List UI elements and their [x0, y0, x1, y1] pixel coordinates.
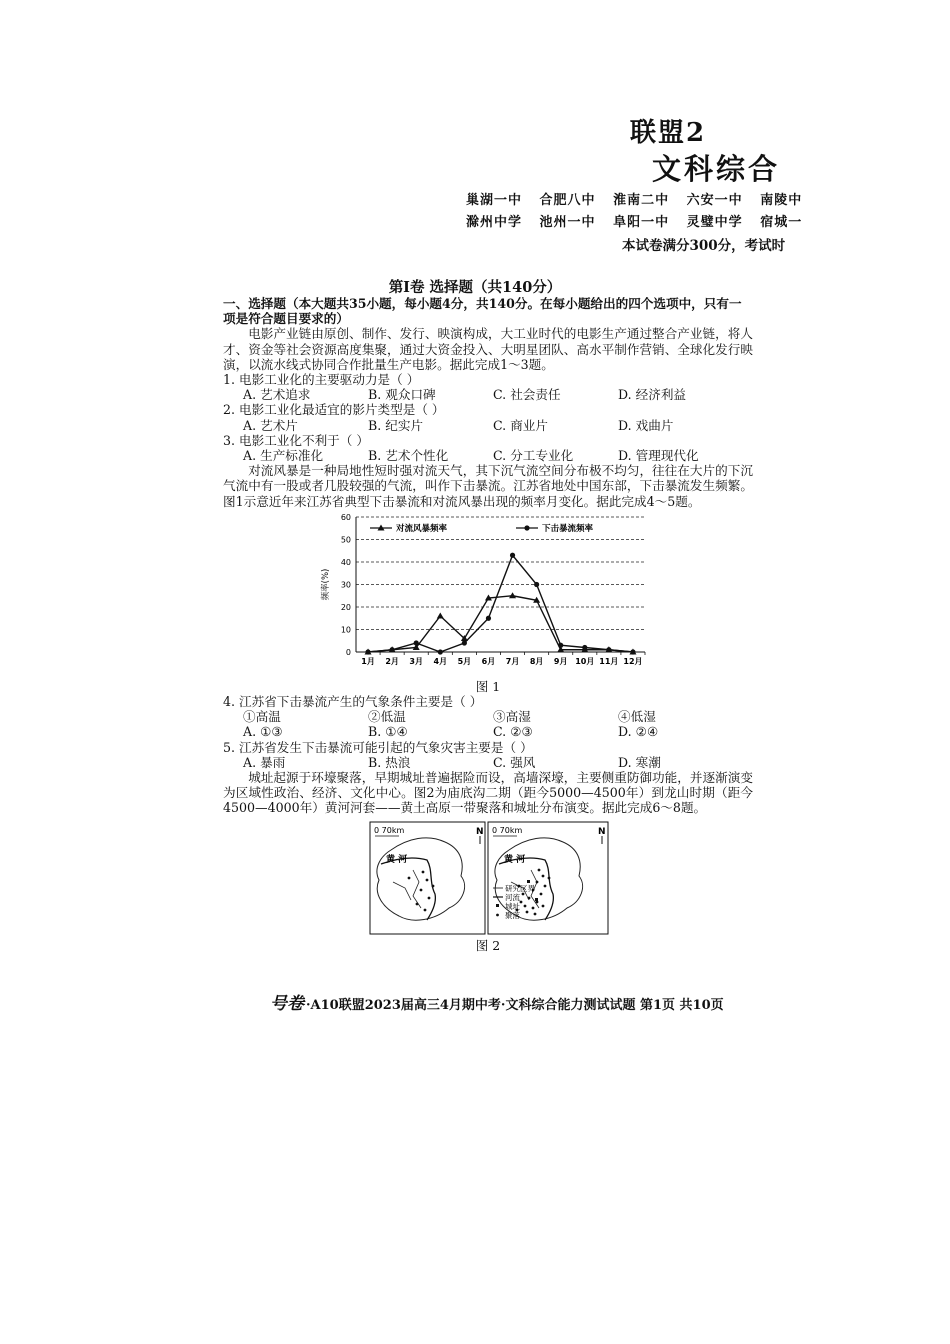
data-point — [534, 582, 539, 587]
map-scale-label: 0 70km — [492, 825, 523, 835]
option-a: A. 艺术追求 — [243, 387, 311, 403]
x-tick-label: 1月 — [361, 656, 375, 666]
option-b: B. 热浪 — [368, 754, 411, 770]
north-arrow-icon: N — [476, 826, 484, 837]
option-c: C. 强风 — [493, 754, 536, 770]
data-point — [462, 640, 467, 645]
y-tick-label: 60 — [340, 512, 351, 522]
question-3-stem: 3. 电影工业化不利于（ ） — [223, 432, 369, 448]
legend-study-boundary: 研究区界 — [505, 883, 535, 893]
option-c: C. 商业片 — [493, 417, 548, 433]
option-a: A. 生产标准化 — [243, 448, 324, 464]
data-point — [365, 649, 370, 654]
data-point — [558, 642, 563, 647]
exam-title: 文科综合 — [652, 152, 781, 186]
option-d: D. 寒潮 — [618, 754, 661, 770]
school-name: 淮南二中 — [613, 193, 670, 208]
question-1-stem: 1. 电影工业化的主要驱动力是（ ） — [223, 372, 420, 388]
x-tick-label: 6月 — [481, 656, 496, 666]
option-b: B. 艺术个性化 — [368, 448, 449, 464]
condition-4: ④低湿 — [618, 709, 656, 725]
school-name: 六安一中 — [686, 193, 743, 208]
x-tick-label: 9月 — [553, 656, 568, 666]
school-name: 阜阳一中 — [613, 215, 670, 230]
option-b: B. ①④ — [368, 724, 408, 740]
option-b: B. 纪实片 — [368, 417, 424, 433]
school-name: 灵璧中学 — [686, 215, 743, 230]
school-name: 巢湖一中 — [466, 193, 523, 208]
y-tick-label: 0 — [345, 647, 351, 657]
legend-city-site: 城址 — [505, 901, 520, 911]
legend-label: 下击暴流频率 — [542, 523, 594, 534]
option-d: D. ②④ — [618, 724, 659, 740]
data-point — [582, 645, 587, 650]
x-tick-label: 4月 — [433, 656, 448, 666]
section-instruction: 一、选择题（本大题共35小题，每小题4分，共140分。在每小题给出的四个选项中，只有一项是符合题目要求的） — [223, 296, 742, 327]
school-name: 合肥八中 — [539, 193, 596, 208]
section-title: 第Ⅰ卷 选择题（共140分） — [388, 279, 562, 296]
y-tick-label: 40 — [340, 557, 351, 567]
series-line-1 — [368, 596, 633, 652]
figure-2-caption: 图 2 — [475, 937, 501, 953]
question-3-options — [223, 448, 753, 463]
exam-union-title-fragment: 联盟2 — [630, 118, 707, 148]
passage-city-sites: 城址起源于环壕聚落，早期城址普遍据险而设，高墙深壕，主要侧重防御功能，并逐渐演变为区域性政治、经济、文化中心。图2为庙底沟二期（距今5000—4500年）到龙山时期（距今4500—4000年）黄河河套——黄土高原一带聚落和城址分布演变。据此完成6～8题。 — [223, 770, 753, 816]
question-4-conditions — [223, 709, 753, 724]
data-point — [606, 647, 611, 652]
settlement-distribution-maps — [223, 820, 753, 938]
option-d: D. 管理现代化 — [618, 448, 699, 464]
question-2-stem: 2. 电影工业化最适宜的影片类型是（ ） — [223, 402, 445, 418]
x-tick-label: 8月 — [529, 656, 544, 666]
brand-logo: 号卷 — [270, 994, 304, 1014]
question-4-stem: 4. 江苏省下击暴流产生的气象条件主要是（ ） — [223, 694, 483, 710]
frequency-line-chart — [223, 509, 753, 679]
map-miaodigou-period — [370, 822, 485, 934]
option-d: D. 经济利益 — [618, 387, 687, 403]
figure-1-caption: 图 1 — [475, 678, 501, 694]
passage-film-industry: 电影产业链由原创、制作、发行、映演构成，大工业时代的电影生产通过整合产业链，将人才、资金等社会资源高度集聚，通过大资金投入、大明星团队、高水平制作营销、全球化发行映演，以流水线式协同合作批量生产电影。据此完成1～3题。 — [223, 326, 753, 372]
x-tick-label: 3月 — [409, 656, 423, 666]
x-tick-label: 11月 — [599, 656, 619, 666]
y-axis-label: 频率(%) — [321, 568, 331, 601]
river-label: 黄 河 — [386, 854, 408, 865]
option-c: C. 分工专业化 — [493, 448, 574, 464]
schools-row-2 — [466, 211, 814, 230]
option-d: D. 戏曲片 — [618, 417, 674, 433]
option-a: A. ①③ — [243, 724, 283, 740]
data-point — [510, 552, 515, 557]
legend-circle-marker — [524, 525, 529, 530]
figure-1 — [223, 509, 753, 679]
question-5-stem: 5. 江苏省发生下击暴流可能引起的气象灾害主要是（ ） — [223, 739, 533, 755]
school-name: 滁州中学 — [466, 215, 523, 230]
legend-label: 对流风暴频率 — [396, 523, 448, 534]
north-arrow-icon: N — [598, 826, 606, 837]
question-content — [223, 296, 753, 953]
footer-text: ·A10联盟2023届高三4月期中考·文科综合能力测试试题 第1页 共10页 — [306, 998, 724, 1013]
y-tick-label: 20 — [340, 602, 351, 612]
legend-settlement: 聚落 — [505, 910, 520, 920]
river-label: 黄 河 — [504, 854, 526, 865]
school-name: 池州一中 — [539, 215, 596, 230]
series-line-2 — [368, 555, 633, 652]
data-point — [438, 649, 443, 654]
school-name: 宿城一 — [760, 215, 803, 230]
passage-downburst: 对流风暴是一种局地性短时强对流天气，其下沉气流空间分布极不均匀，往往在大片的下沉气流中有一股或者几股较强的气流，叫作下击暴流。江苏省地处中国东部，下击暴流发生频繁。图1示意近年来江苏省典型下击暴流和对流风暴出现的频率月变化。据此完成4～5题。 — [223, 463, 753, 509]
data-point — [630, 649, 635, 654]
option-c: C. 社会责任 — [493, 387, 561, 403]
question-2-options — [223, 418, 753, 433]
x-tick-label: 5月 — [457, 656, 472, 666]
option-a: A. 艺术片 — [243, 417, 298, 433]
x-tick-label: 7月 — [505, 656, 520, 666]
score-note: 本试卷满分300分，考试时 — [622, 238, 786, 254]
page-footer — [270, 989, 724, 1014]
option-b: B. 观众口碑 — [368, 387, 436, 403]
figure-2 — [223, 820, 753, 938]
option-c: C. ②③ — [493, 724, 533, 740]
data-point — [437, 612, 444, 618]
x-tick-label: 2月 — [385, 656, 399, 666]
schools-row-1 — [466, 189, 814, 208]
condition-2: ②低温 — [368, 709, 406, 725]
data-point — [390, 647, 395, 652]
x-tick-label: 10月 — [575, 656, 595, 666]
data-point — [414, 640, 419, 645]
question-1-options — [223, 387, 753, 402]
condition-1: ①高温 — [243, 709, 281, 725]
question-5-options — [223, 755, 753, 770]
y-tick-label: 50 — [340, 535, 351, 545]
data-point — [486, 615, 491, 620]
map-scale-label: 0 70km — [374, 825, 405, 835]
legend-river: 河流 — [505, 892, 520, 902]
question-4-options — [223, 724, 753, 739]
option-a: A. 暴雨 — [243, 754, 286, 770]
y-tick-label: 30 — [340, 580, 351, 590]
data-point — [509, 592, 516, 598]
y-tick-label: 10 — [340, 625, 351, 635]
school-name: 南陵中 — [760, 193, 803, 208]
x-tick-label: 12月 — [623, 656, 643, 666]
condition-3: ③高湿 — [493, 709, 531, 725]
